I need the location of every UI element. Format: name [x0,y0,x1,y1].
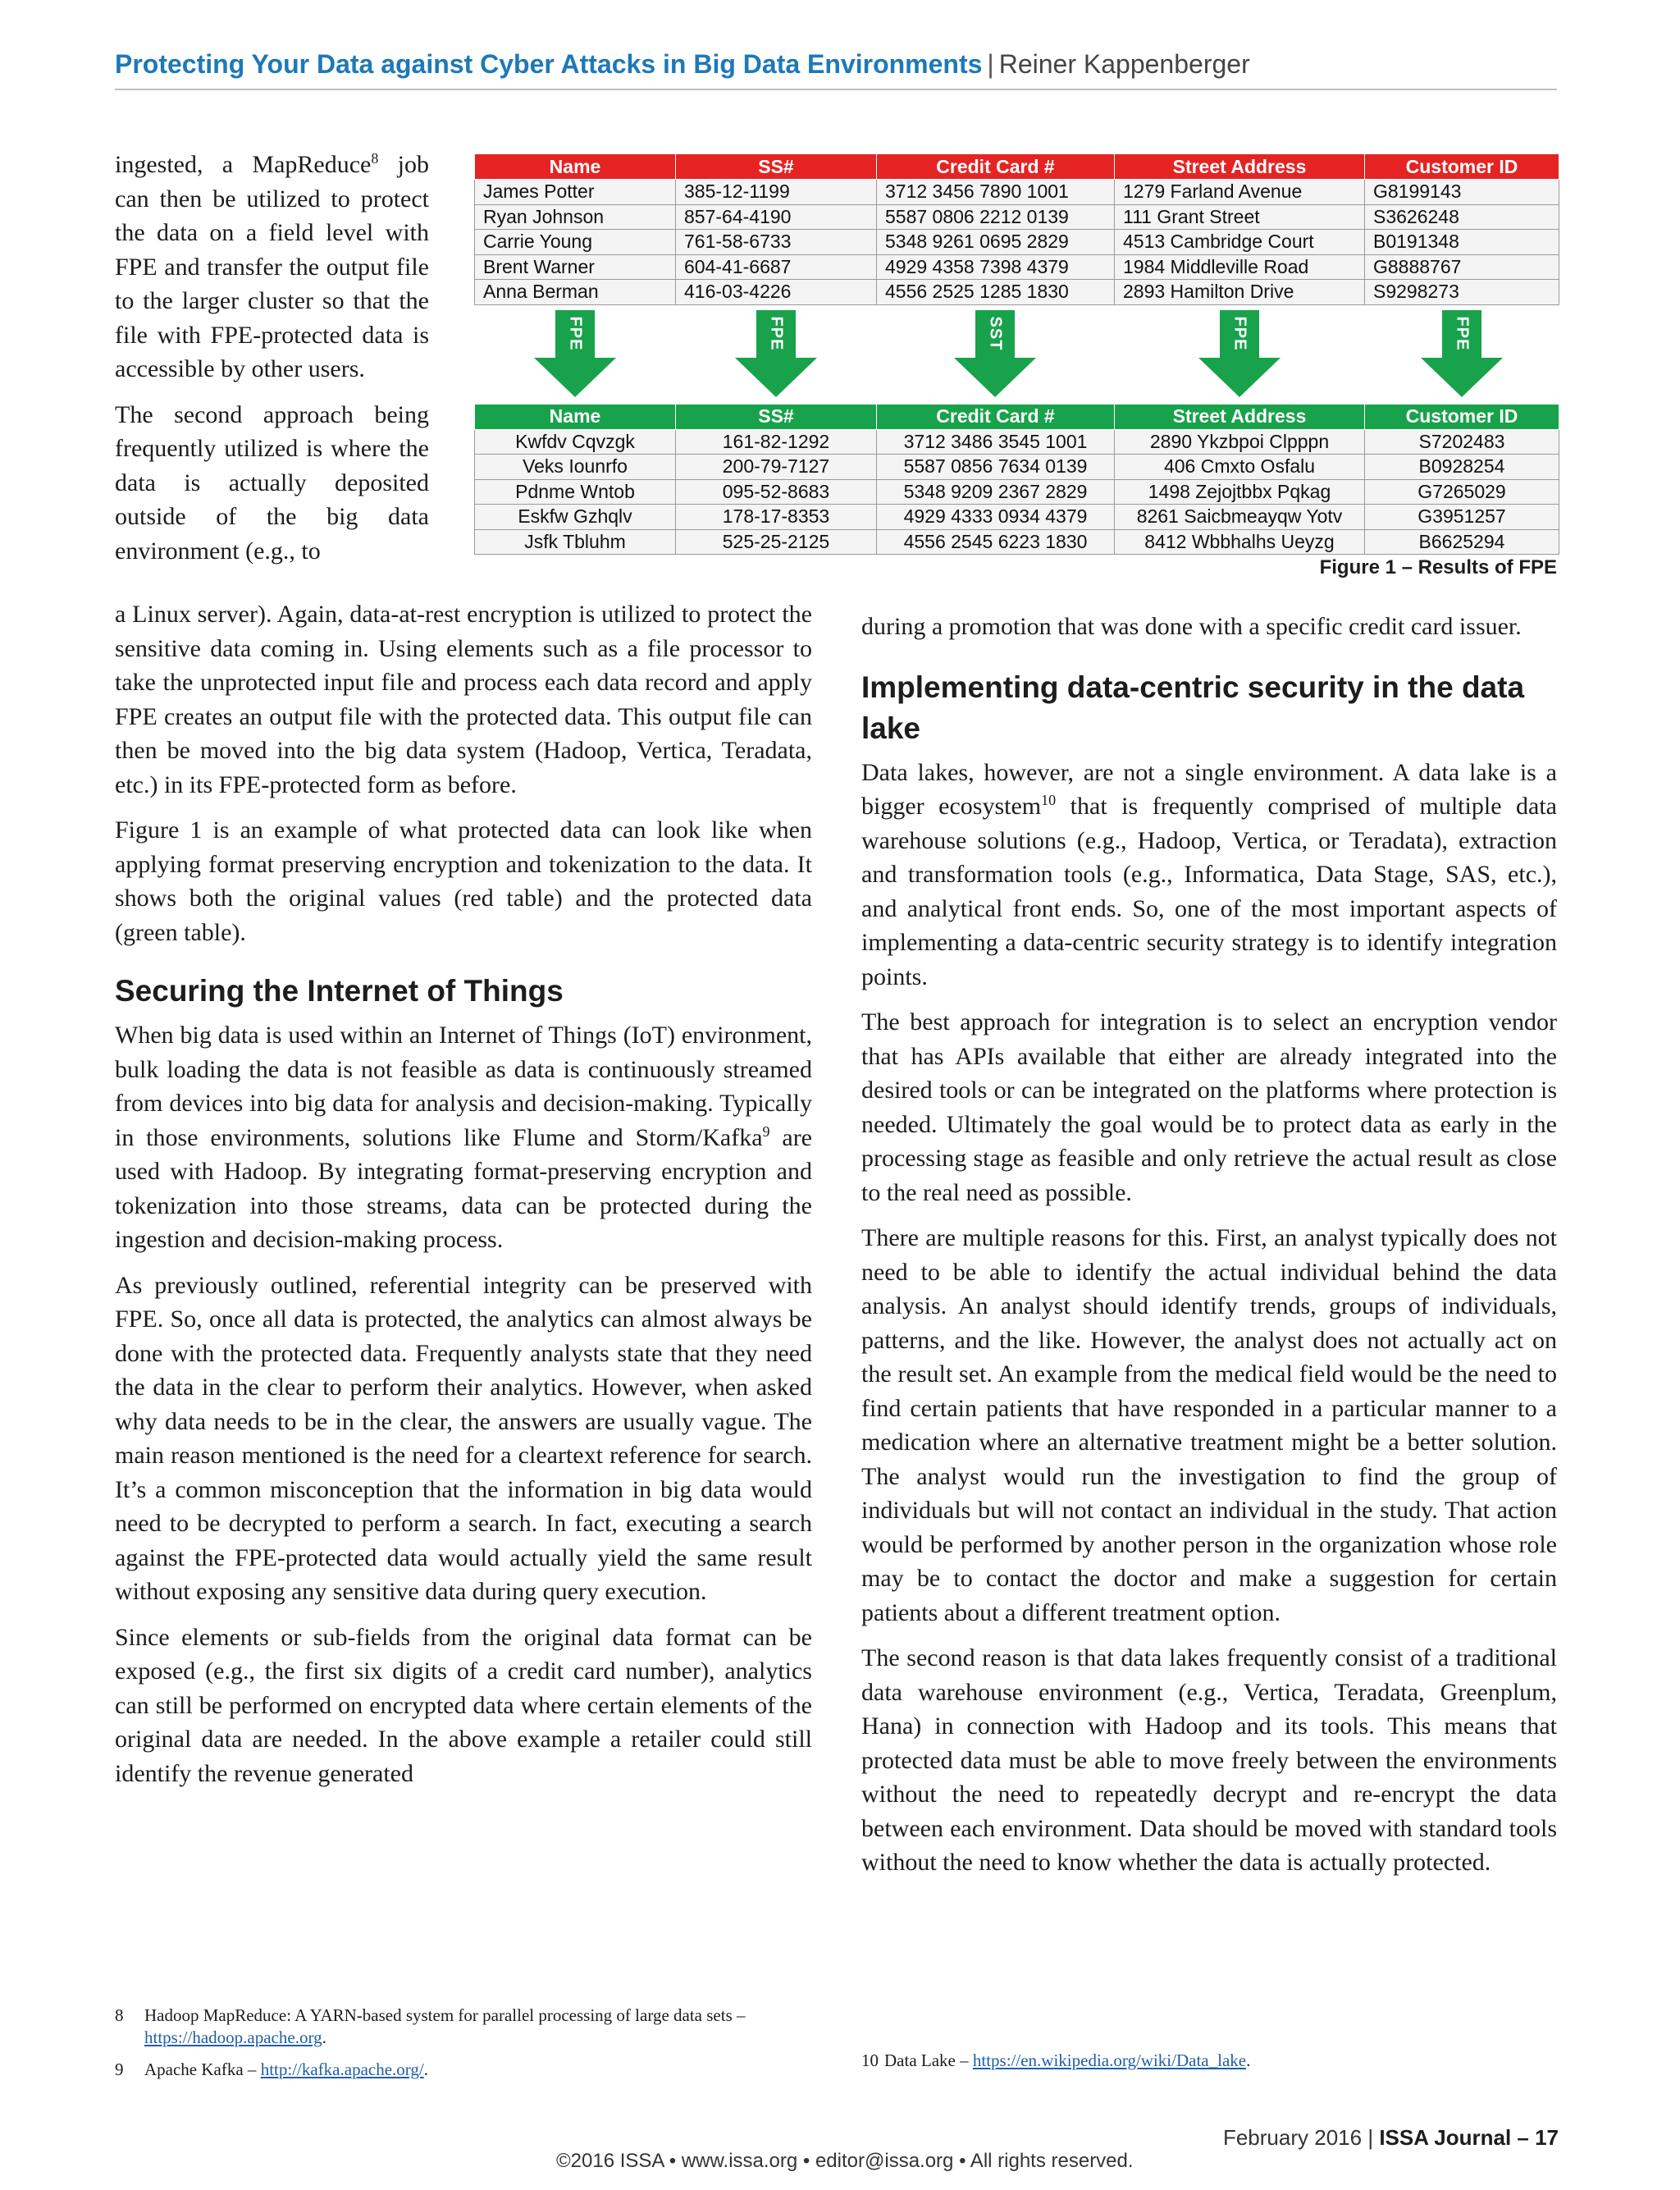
paragraph: The second reason is that data lakes frequently consist of a traditional data warehouse environment (e.g., Vertica, Teradata, Greenplum, Hana) in connection with Hadoop and its tools. This means that protected data must be able to move freely between the environments without the need to repeatedly decrypt and re-encrypt the data between each environment. Data should be moved with standard tools without the need to know whether the data is actually protected. [861,1644,1557,1876]
original-data-row [475,254,1559,280]
table-cell: Brent Warner [475,254,676,280]
table-cell: 1279 Farland Avenue [1115,180,1365,205]
original-data-table [474,153,1559,305]
table-cell: 416-03-4226 [676,280,877,305]
table-cell: 3712 3456 7890 1001 [877,180,1115,205]
paragraph: Data lakes, however, are not a single environment. A data lake is a bigger ecosystem$^{10}$ that is frequently comprised of multiple data warehouse solutions (e.g., Hadoop, Vertica, or Teradata), extraction and transformation tools (e.g., Informatica, Data Stage, SAS, etc.), and analytical front ends. So, one of the most important aspects of implementing a data-centric security strategy is to identify integration points. [861,758,1557,990]
table-cell: 4556 2545 6223 1830 [877,529,1115,555]
table-cell: Pdnme Wntob [475,479,676,505]
fpe-arrows [474,305,1559,404]
original-data-row [475,180,1559,205]
column-header: Street Address [1115,154,1365,180]
table-cell: 5587 0806 2212 0139 [877,204,1115,230]
protected-data-row [475,529,1559,555]
table-cell: G3951257 [1365,505,1559,530]
table-cell: S9298273 [1365,280,1559,305]
down-arrow-icon [534,310,616,399]
right-footnotes [861,2050,1557,2072]
footnote-link[interactable]: https://hadoop.apache.org [144,2028,322,2047]
paragraph: The best approach for integration is to select an encryption vendor that has APIs available that either are already integrated into the desired tools or can be integrated on the platforms where protection is needed. Ultimately the goal would be to protect data as early in the processing stage as feasible and only retrieve the actual result as close to the real need as possible. [861,1008,1557,1206]
original-data-row [475,204,1559,230]
protected-data-row [475,479,1559,505]
table-cell: B0928254 [1365,455,1559,480]
protected-data-table [474,404,1559,556]
table-cell: 178-17-8353 [676,505,877,530]
figure-1 [474,153,1559,555]
column-header: Customer ID [1365,404,1559,429]
right-column [861,610,1557,1880]
table-cell: 1498 Zejojtbbx Pqkag [1115,479,1365,505]
table-cell: 857-64-4190 [676,204,877,230]
table-cell: S7202483 [1365,429,1559,455]
table-cell: G8199143 [1365,180,1559,205]
page-number: February 2016 | ISSA Journal – 17 [1222,2125,1559,2150]
column-header: Name [475,154,676,180]
article-author: Reiner Kappenberger [998,49,1250,79]
section-heading: Securing the Internet of Things [115,974,564,1008]
table-cell: 200-79-7127 [676,455,877,480]
table-cell: B6625294 [1365,529,1559,555]
table-cell: Kwfdv Cqvzgk [475,429,676,455]
footnote-link[interactable]: http://kafka.apache.org/ [260,2060,424,2079]
original-data-row [475,230,1559,255]
arrow-label: FPE [1230,316,1249,351]
table-cell: 4929 4333 0934 4379 [877,505,1115,530]
footnote-link[interactable]: https://en.wikipedia.org/wiki/Data_lake [972,2051,1247,2070]
protected-data-row [475,429,1559,455]
table-cell: 525-25-2125 [676,529,877,555]
table-cell: Veks Iounrfo [475,455,676,480]
table-cell: Ryan Johnson [475,204,676,230]
table-cell: 406 Cmxto Osfalu [1115,455,1365,480]
footnote-8: 8 Hadoop MapReduce: A YARN-based system for parallel processing of large data sets – https://hadoop.apache.org. [115,2005,746,2047]
table-cell: B0191348 [1365,230,1559,255]
down-arrow-icon [735,310,817,399]
table-cell: 111 Grant Street [1115,204,1365,230]
table-cell: G8888767 [1365,254,1559,280]
footnote-9: 9 Apache Kafka – http://kafka.apache.org/. [115,2060,428,2079]
table-cell: 2890 Ykzbpoi Clpppn [1115,429,1365,455]
table-cell: 1984 Middleville Road [1115,254,1365,280]
table-cell: 5348 9261 0695 2829 [877,230,1115,255]
paragraph: Figure 1 is an example of what protected data can look like when applying format preserving encryption and tokenization to the data. It shows both the original values (red table) and the protected data (green table). [115,816,812,946]
table-cell: 8412 Wbbhalhs Ueyzg [1115,529,1365,555]
paragraph: As previously outlined, referential integrity can be preserved with FPE. So, once all data is protected, the analytics can almost always be done with the protected data. Frequently analysts state that they need the data in the clear to perform their analytics. However, when asked why data needs to be in the clear, the answers are usually vague. The main reason mentioned is the need for a cleartext reference for search. It’s a common misconception that the information in big data would need to be decrypted to perform a search. In fact, executing a search against the FPE-protected data would actually yield the same result without exposing any sensitive data during query execution. [115,1271,812,1605]
protected-data-row [475,505,1559,530]
column-header: SS# [676,404,877,429]
down-arrow-icon [954,310,1036,399]
table-cell: 4929 4358 7398 4379 [877,254,1115,280]
paragraph: Since elements or sub-fields from the original data format can be exposed (e.g., the first six digits of a credit card number), analytics can still be performed on encrypted data where certain elements of the original data are needed. In the above example a retailer could still identify the revenue generated [115,1623,812,1787]
arrow-label: FPE [767,316,785,351]
running-header [115,46,1557,82]
table-cell: 095-52-8683 [676,479,877,505]
section-heading: Implementing data-centric security in the data lake [861,670,1525,745]
left-column-wrap [115,148,429,568]
column-header: Customer ID [1365,154,1559,180]
column-header: Name [475,404,676,429]
left-footnotes [115,2005,812,2081]
arrow-label: FPE [1453,316,1471,351]
footnote-10: 10 Data Lake – https://en.wikipedia.org/wiki/Data_lake. [861,2051,1251,2070]
table-cell: 4556 2525 1285 1830 [877,280,1115,305]
column-header: Credit Card # [877,154,1115,180]
paragraph: during a promotion that was done with a specific credit card issuer. [861,613,1522,640]
table-cell: 5587 0856 7634 0139 [877,455,1115,480]
paragraph: When big data is used within an Internet of Things (IoT) environment, bulk loading the data is not feasible as data is continuously streamed from devices into big data for analysis and decision-making. Typically in those environments, solutions like Flume and Storm/Kafka$^9$ are used with Hadoop. By integrating format-preserving encryption and tokenization into those streams, data can be protected during the ingestion and decision-making process. [115,1022,812,1253]
table-cell: S3626248 [1365,204,1559,230]
table-cell: Anna Berman [475,280,676,305]
table-cell: 604-41-6687 [676,254,877,280]
paragraph: The second approach being frequently utilized is where the data is actually deposited outside of the big data environment (e.g., to [115,400,429,565]
table-cell: 385-12-1199 [676,180,877,205]
paragraph: ingested, a MapReduce$^8$ job can then be utilized to protect the data on a field level with FPE and transfer the output file to the larger cluster so that the file with FPE-protected data is accessible by other users. [115,150,429,382]
column-header: SS# [676,154,877,180]
arrow-label: FPE [566,316,584,351]
table-cell: 2893 Hamilton Drive [1115,280,1365,305]
paragraph: a Linux server). Again, data-at-rest encryption is utilized to protect the sensitive data coming in. Using elements such as a file processor to take the unprotected input file and process each data record and apply FPE creates an output file with the protected data. This output file can then be moved into the big data system (Hadoop, Vertica, Teradata, etc.) in its FPE-protected form as before. [115,601,812,798]
left-column [115,597,812,1790]
table-cell: Carrie Young [475,230,676,255]
original-data-row [475,280,1559,305]
table-cell: 3712 3486 3545 1001 [877,429,1115,455]
table-cell: G7265029 [1365,479,1559,505]
column-header: Street Address [1115,404,1365,429]
column-header: Credit Card # [877,404,1115,429]
table-cell: Eskfw Gzhqlv [475,505,676,530]
copyright-footer: ©2016 ISSA • www.issa.org • editor@issa.org • All rights reserved. [556,2150,1134,2172]
header-separator: | [987,49,994,79]
down-arrow-icon [1421,310,1503,399]
table-cell: 8261 Saicbmeayqw Yotv [1115,505,1365,530]
protected-data-row [475,455,1559,480]
figure-caption: Figure 1 – Results of FPE [1319,556,1557,578]
header-rule [115,89,1557,90]
paragraph: There are multiple reasons for this. First, an analyst typically does not need to be able to identify the actual individual behind the data analysis. An analyst should identify trends, groups of individuals, patterns, and the like. However, the analyst does not actually act on the result set. An example from the medical field would be the need to find certain patients that have responded in a particular manner to a medication where an alternative treatment might be a better solution. The analyst would run the investigation to find the group of individuals but will not contact an individual in the study. That action would be performed by another person in the organization whose role may be to contact the doctor and make a suggestion for certain patients about a different treatment option. [861,1224,1557,1626]
table-cell: 161-82-1292 [676,429,877,455]
table-cell: Jsfk Tbluhm [475,529,676,555]
table-cell: 4513 Cambridge Court [1115,230,1365,255]
article-title: Protecting Your Data against Cyber Attacks in Big Data Environments [115,49,983,79]
down-arrow-icon [1198,310,1281,399]
table-cell: James Potter [475,180,676,205]
table-cell: 761-58-6733 [676,230,877,255]
table-cell: 5348 9209 2367 2829 [877,479,1115,505]
arrow-label: SST [986,316,1005,351]
